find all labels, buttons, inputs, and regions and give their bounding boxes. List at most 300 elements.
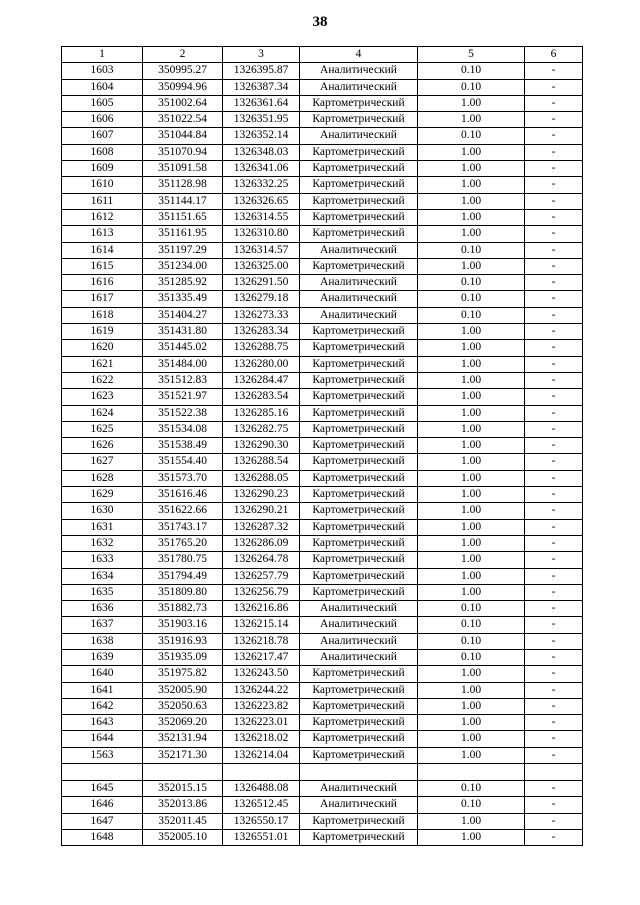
table-cell: 350994.96 (143, 79, 223, 95)
table-cell: 1621 (62, 356, 143, 372)
table-cell: Картометрический (300, 470, 418, 486)
table-cell: Аналитический (300, 307, 418, 323)
table-cell: 1326215.14 (223, 617, 300, 633)
table-cell: Картометрический (300, 503, 418, 519)
table-cell: 351622.66 (143, 503, 223, 519)
table-row (62, 552, 583, 568)
table-cell: 1642 (62, 698, 143, 714)
table-cell: 351554.40 (143, 454, 223, 470)
table-cell: 1613 (62, 226, 143, 242)
table-cell: 1.00 (418, 161, 525, 177)
table-cell: 1636 (62, 601, 143, 617)
table-cell: 1326243.50 (223, 666, 300, 682)
table-row (62, 356, 583, 372)
table-cell: 1633 (62, 552, 143, 568)
table-header-row (62, 47, 583, 63)
column-header: 2 (143, 47, 223, 63)
table-cell: Аналитический (300, 633, 418, 649)
table-cell: 1.00 (418, 389, 525, 405)
table-cell: - (525, 421, 583, 437)
table-cell: - (525, 291, 583, 307)
table-row (62, 275, 583, 291)
table-cell: 351882.73 (143, 601, 223, 617)
table-cell: Аналитический (300, 291, 418, 307)
table-cell (525, 764, 583, 781)
table-cell: Картометрический (300, 324, 418, 340)
table-cell: Аналитический (300, 649, 418, 665)
table-row (62, 519, 583, 535)
table-cell: 1326395.87 (223, 63, 300, 79)
table-cell: 351975.82 (143, 666, 223, 682)
table-cell: 1326286.09 (223, 535, 300, 551)
table-cell: 351522.38 (143, 405, 223, 421)
table-cell: Картометрический (300, 340, 418, 356)
table-cell: Картометрический (300, 112, 418, 128)
table-cell: 1326217.47 (223, 649, 300, 665)
table-cell: - (525, 454, 583, 470)
table-cell: 351144.17 (143, 193, 223, 209)
table-cell: - (525, 747, 583, 763)
table-cell: 351903.16 (143, 617, 223, 633)
table-cell: 351002.64 (143, 95, 223, 111)
table-cell: 1.00 (418, 519, 525, 535)
column-header: 6 (525, 47, 583, 63)
table-cell: 1612 (62, 209, 143, 225)
table-cell: 0.10 (418, 63, 525, 79)
table-row (62, 128, 583, 144)
table-cell: - (525, 438, 583, 454)
table-cell: 0.10 (418, 617, 525, 633)
table-cell: - (525, 568, 583, 584)
table-cell: 1326256.79 (223, 584, 300, 600)
table-cell: - (525, 389, 583, 405)
table-cell: 351044.84 (143, 128, 223, 144)
table-cell: 1618 (62, 307, 143, 323)
table-cell: 351022.54 (143, 112, 223, 128)
table-cell: 351521.97 (143, 389, 223, 405)
table-cell: 1326288.05 (223, 470, 300, 486)
table-row (62, 405, 583, 421)
table-row (62, 177, 583, 193)
table-cell: Аналитический (300, 128, 418, 144)
table-cell: - (525, 633, 583, 649)
table-cell: 1326352.14 (223, 128, 300, 144)
table-cell: 1326314.55 (223, 209, 300, 225)
table-row (62, 731, 583, 747)
table-cell: 1.00 (418, 144, 525, 160)
table-cell: - (525, 144, 583, 160)
table-cell: - (525, 829, 583, 845)
table-cell: 351234.00 (143, 258, 223, 274)
table-cell: 351534.08 (143, 421, 223, 437)
table-cell: 351809.80 (143, 584, 223, 600)
page-number: 38 (312, 14, 328, 30)
table-cell: 1326283.34 (223, 324, 300, 340)
table-row (62, 421, 583, 437)
table-cell: 351484.00 (143, 356, 223, 372)
table-cell: 1632 (62, 535, 143, 551)
table-cell (62, 764, 143, 781)
table-cell: 1.00 (418, 747, 525, 763)
table-separator-row (62, 764, 583, 781)
table-cell: 352013.86 (143, 797, 223, 813)
table-row (62, 797, 583, 813)
table-cell: 1.00 (418, 258, 525, 274)
table-cell: - (525, 601, 583, 617)
table-body (62, 63, 583, 846)
table-row (62, 715, 583, 731)
table-cell: 351091.58 (143, 161, 223, 177)
table-cell: - (525, 781, 583, 797)
table-cell: 1.00 (418, 470, 525, 486)
table-cell: 1326341.06 (223, 161, 300, 177)
table-cell: - (525, 356, 583, 372)
table-cell: 1.00 (418, 421, 525, 437)
table-row (62, 829, 583, 845)
table-cell: 1608 (62, 144, 143, 160)
table-cell: Картометрический (300, 193, 418, 209)
table-cell: 351445.02 (143, 340, 223, 356)
table-row (62, 682, 583, 698)
table-cell: 1614 (62, 242, 143, 258)
table-cell: 1.00 (418, 682, 525, 698)
table-row (62, 79, 583, 95)
table-cell: - (525, 209, 583, 225)
table-cell: 0.10 (418, 128, 525, 144)
table-row (62, 307, 583, 323)
table-cell: 0.10 (418, 242, 525, 258)
column-header: 4 (300, 47, 418, 63)
table-cell: 1326273.33 (223, 307, 300, 323)
table-cell: 1.00 (418, 405, 525, 421)
table-cell: 1326223.01 (223, 715, 300, 731)
table-row (62, 601, 583, 617)
table-cell: - (525, 275, 583, 291)
table-cell: 1326223.82 (223, 698, 300, 714)
table-cell (223, 764, 300, 781)
table-cell: 352131.94 (143, 731, 223, 747)
table-cell: 351404.27 (143, 307, 223, 323)
table-cell: Картометрический (300, 584, 418, 600)
table-cell: 1.00 (418, 438, 525, 454)
table-cell: Картометрический (300, 405, 418, 421)
table-cell: 1326326.65 (223, 193, 300, 209)
table-cell: 1326288.54 (223, 454, 300, 470)
table-row (62, 649, 583, 665)
table-cell: 1326325.00 (223, 258, 300, 274)
table-cell: Картометрический (300, 519, 418, 535)
table-row (62, 454, 583, 470)
table-row (62, 209, 583, 225)
table-cell: 1326285.16 (223, 405, 300, 421)
table-cell: 1604 (62, 79, 143, 95)
table-cell: Картометрический (300, 372, 418, 388)
column-header: 3 (223, 47, 300, 63)
table-cell: Картометрический (300, 552, 418, 568)
table-row (62, 63, 583, 79)
table-cell: Аналитический (300, 242, 418, 258)
table-cell: Аналитический (300, 617, 418, 633)
table-cell: 1326280.00 (223, 356, 300, 372)
table-cell: 1.00 (418, 698, 525, 714)
table-cell (418, 764, 525, 781)
table-cell: 1326332.25 (223, 177, 300, 193)
table-row (62, 226, 583, 242)
table-cell: - (525, 226, 583, 242)
table-cell: 1626 (62, 438, 143, 454)
table-cell: 1.00 (418, 535, 525, 551)
table-cell: 351197.29 (143, 242, 223, 258)
column-header: 1 (62, 47, 143, 63)
table-cell: 1326288.75 (223, 340, 300, 356)
table-cell: 351743.17 (143, 519, 223, 535)
table-cell: - (525, 242, 583, 258)
table-cell: - (525, 519, 583, 535)
table-cell: 1634 (62, 568, 143, 584)
table-cell: - (525, 405, 583, 421)
table-cell: 1326287.32 (223, 519, 300, 535)
table-cell: - (525, 324, 583, 340)
table-cell: 1635 (62, 584, 143, 600)
table-cell: 1.00 (418, 552, 525, 568)
table-cell: - (525, 535, 583, 551)
table-cell: Картометрический (300, 698, 418, 714)
table-cell: 1326290.30 (223, 438, 300, 454)
table-cell: 0.10 (418, 79, 525, 95)
table-row (62, 258, 583, 274)
table-cell: - (525, 715, 583, 731)
table-cell: 1620 (62, 340, 143, 356)
table-cell: 351935.09 (143, 649, 223, 665)
table-cell: 351616.46 (143, 487, 223, 503)
table-cell: 1.00 (418, 584, 525, 600)
table-cell: - (525, 79, 583, 95)
table-row (62, 144, 583, 160)
table-row (62, 633, 583, 649)
table-cell: 351285.92 (143, 275, 223, 291)
table-cell: 1326216.86 (223, 601, 300, 617)
table-cell: 1641 (62, 682, 143, 698)
table-cell: 1326291.50 (223, 275, 300, 291)
table-cell: 1631 (62, 519, 143, 535)
table-cell: 1647 (62, 813, 143, 829)
column-header: 5 (418, 47, 525, 63)
table-cell: Картометрический (300, 258, 418, 274)
table-cell: - (525, 731, 583, 747)
table-cell: 1326488.08 (223, 781, 300, 797)
table-row (62, 568, 583, 584)
table-cell: Картометрический (300, 731, 418, 747)
table-cell: 1326290.23 (223, 487, 300, 503)
table-cell: 1326283.54 (223, 389, 300, 405)
table-cell: 1640 (62, 666, 143, 682)
table-cell: Картометрический (300, 535, 418, 551)
table-cell: Аналитический (300, 781, 418, 797)
table-cell: 1.00 (418, 568, 525, 584)
table-cell: Аналитический (300, 601, 418, 617)
table-cell: - (525, 470, 583, 486)
table-cell: 1627 (62, 454, 143, 470)
table-row (62, 503, 583, 519)
table-cell: 1.00 (418, 731, 525, 747)
table-cell: - (525, 193, 583, 209)
table-row (62, 584, 583, 600)
table-cell: Картометрический (300, 454, 418, 470)
table-cell: 1.00 (418, 177, 525, 193)
table-cell: - (525, 63, 583, 79)
table-cell: 1326551.01 (223, 829, 300, 845)
table-cell: 1326351.95 (223, 112, 300, 128)
table-cell: 1638 (62, 633, 143, 649)
table-cell: 0.10 (418, 781, 525, 797)
table-cell: 1605 (62, 95, 143, 111)
table-row (62, 487, 583, 503)
table-cell: Картометрический (300, 682, 418, 698)
table-cell: 350995.27 (143, 63, 223, 79)
table-cell: 352011.45 (143, 813, 223, 829)
table-cell: 1619 (62, 324, 143, 340)
table-cell: 1326214.04 (223, 747, 300, 763)
table-cell: 1624 (62, 405, 143, 421)
table-cell: - (525, 584, 583, 600)
table-cell: - (525, 161, 583, 177)
table-cell: 1326264.78 (223, 552, 300, 568)
table-cell: - (525, 698, 583, 714)
table-cell: Картометрический (300, 487, 418, 503)
table-cell: 1.00 (418, 503, 525, 519)
table-cell: 352005.10 (143, 829, 223, 845)
table-cell: 352015.15 (143, 781, 223, 797)
table-cell: 1326361.64 (223, 95, 300, 111)
table-cell: 1326244.22 (223, 682, 300, 698)
table-cell: Картометрический (300, 356, 418, 372)
table-cell: Аналитический (300, 797, 418, 813)
table-cell (300, 764, 418, 781)
table-cell: Картометрический (300, 438, 418, 454)
table-cell: Картометрический (300, 177, 418, 193)
table-cell: 351335.49 (143, 291, 223, 307)
table-row (62, 535, 583, 551)
table-row (62, 389, 583, 405)
table-cell: 1616 (62, 275, 143, 291)
table-cell: 0.10 (418, 291, 525, 307)
table-cell: 1645 (62, 781, 143, 797)
table-row (62, 698, 583, 714)
table-cell: 351161.95 (143, 226, 223, 242)
table-cell: 1.00 (418, 193, 525, 209)
table-row (62, 324, 583, 340)
table-cell: Картометрический (300, 829, 418, 845)
table-cell: 1617 (62, 291, 143, 307)
table-cell: - (525, 487, 583, 503)
table-cell: 1630 (62, 503, 143, 519)
table-cell: Картометрический (300, 226, 418, 242)
table-cell: 1326218.02 (223, 731, 300, 747)
table-cell: - (525, 617, 583, 633)
table-cell: 1.00 (418, 454, 525, 470)
table-cell: 352171.30 (143, 747, 223, 763)
table-cell: 1.00 (418, 813, 525, 829)
table-row (62, 291, 583, 307)
table-cell: 1615 (62, 258, 143, 274)
table-cell: - (525, 682, 583, 698)
table-cell: Картометрический (300, 421, 418, 437)
table-cell: Картометрический (300, 747, 418, 763)
table-cell: 351780.75 (143, 552, 223, 568)
table-cell: 0.10 (418, 307, 525, 323)
table-row (62, 193, 583, 209)
table-cell: 1.00 (418, 372, 525, 388)
table-cell: 1648 (62, 829, 143, 845)
table-cell: 1.00 (418, 112, 525, 128)
table-cell: - (525, 813, 583, 829)
table-cell: 1625 (62, 421, 143, 437)
table-cell: 352069.20 (143, 715, 223, 731)
table-row (62, 161, 583, 177)
table-cell: - (525, 112, 583, 128)
table-cell: 1639 (62, 649, 143, 665)
table-row (62, 617, 583, 633)
table-cell: 1606 (62, 112, 143, 128)
table-cell: 1326512.45 (223, 797, 300, 813)
table-cell: 1326550.17 (223, 813, 300, 829)
table-cell: 1.00 (418, 715, 525, 731)
table-cell: 1603 (62, 63, 143, 79)
table-cell: 1326257.79 (223, 568, 300, 584)
table-cell: 352050.63 (143, 698, 223, 714)
table-cell: 351916.93 (143, 633, 223, 649)
table-cell: 351573.70 (143, 470, 223, 486)
table-row (62, 781, 583, 797)
table-cell: 0.10 (418, 275, 525, 291)
table-cell: 1.00 (418, 829, 525, 845)
table-cell: 351151.65 (143, 209, 223, 225)
table-cell: - (525, 503, 583, 519)
table-row (62, 470, 583, 486)
table-cell (143, 764, 223, 781)
table-cell: 351128.98 (143, 177, 223, 193)
table-cell: - (525, 552, 583, 568)
table-cell: 1326279.18 (223, 291, 300, 307)
table-cell: 1563 (62, 747, 143, 763)
table-cell: 1610 (62, 177, 143, 193)
table-cell: 1609 (62, 161, 143, 177)
coordinates-table (61, 46, 583, 846)
table-cell: - (525, 372, 583, 388)
table-cell: 1326290.21 (223, 503, 300, 519)
table-cell: 0.10 (418, 601, 525, 617)
table-row (62, 666, 583, 682)
table-row (62, 112, 583, 128)
table-cell: 1628 (62, 470, 143, 486)
table-cell: 351431.80 (143, 324, 223, 340)
table-row (62, 813, 583, 829)
table-row (62, 340, 583, 356)
table-cell: 1326282.75 (223, 421, 300, 437)
table-cell: Картометрический (300, 209, 418, 225)
table-cell: Картометрический (300, 389, 418, 405)
table-cell: - (525, 666, 583, 682)
table-cell: 351070.94 (143, 144, 223, 160)
table-row (62, 95, 583, 111)
table-cell: 1646 (62, 797, 143, 813)
table-cell: 1.00 (418, 340, 525, 356)
table-cell: 351538.49 (143, 438, 223, 454)
table-cell: 1623 (62, 389, 143, 405)
table-cell: 1326387.34 (223, 79, 300, 95)
table-cell: 352005.90 (143, 682, 223, 698)
table-cell: - (525, 797, 583, 813)
